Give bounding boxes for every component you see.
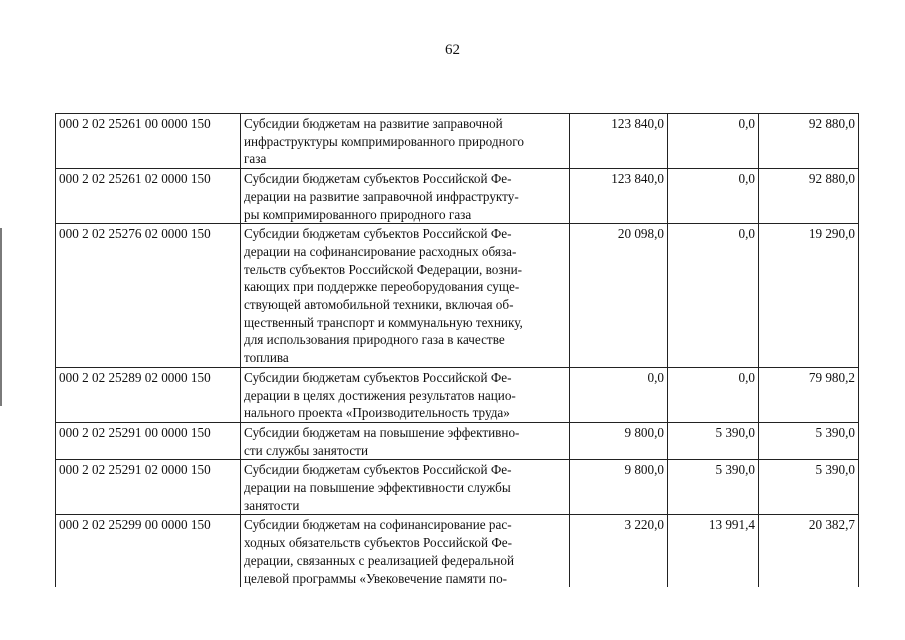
description-line: щественный транспорт и коммунальную технику, bbox=[244, 314, 523, 330]
description-line: ры компримированного природного газа bbox=[244, 206, 472, 222]
description-line: ходных обязательств субъектов Российской Фе- bbox=[244, 535, 512, 551]
description-line: Субсидии бюджетам субъектов Российской Фе- bbox=[244, 369, 512, 385]
table-row bbox=[56, 114, 859, 169]
table-row bbox=[56, 460, 859, 515]
description-line: дерации, связанных с реализацией федеральной bbox=[244, 552, 515, 568]
description-cell bbox=[241, 114, 570, 169]
description-cell bbox=[241, 422, 570, 459]
budget-code-cell: 000 2 02 25261 02 0000 150 bbox=[56, 169, 241, 224]
amount-year2-cell: 13 991,4 bbox=[668, 515, 759, 587]
budget-table bbox=[55, 113, 859, 587]
description-line: Субсидии бюджетам на развитие заправочной bbox=[244, 116, 503, 131]
description-line: дерации на развитие заправочной инфраструкту- bbox=[244, 188, 519, 204]
description-line: дерации на софинансирование расходных обяза- bbox=[244, 243, 517, 259]
description-line: целевой программы «Увековечение памяти по- bbox=[244, 570, 508, 586]
budget-code-cell: 000 2 02 25261 00 0000 150 bbox=[56, 114, 241, 169]
amount-year3-cell: 20 382,7 bbox=[759, 515, 859, 587]
amount-year3-cell: 19 290,0 bbox=[759, 224, 859, 368]
description-line: для использования природного газа в качестве bbox=[244, 332, 505, 348]
description-line: нального проекта «Производительность труда» bbox=[244, 405, 510, 421]
description-cell bbox=[241, 224, 570, 368]
amount-year1-cell: 20 098,0 bbox=[570, 224, 668, 368]
description-line: Субсидии бюджетам на софинансирование рас- bbox=[244, 517, 512, 533]
description-cell bbox=[241, 367, 570, 422]
description-line: газа bbox=[244, 151, 267, 167]
budget-code-cell: 000 2 02 25289 02 0000 150 bbox=[56, 367, 241, 422]
amount-year3-cell: 5 390,0 bbox=[759, 422, 859, 459]
budget-table-body bbox=[56, 114, 859, 588]
description-line: дерации на повышение эффективности службы bbox=[244, 480, 511, 496]
amount-year2-cell: 0,0 bbox=[668, 367, 759, 422]
description-cell bbox=[241, 460, 570, 515]
amount-year1-cell: 123 840,0 bbox=[570, 169, 668, 224]
description-line: Субсидии бюджетам субъектов Российской Фе- bbox=[244, 171, 512, 187]
description-line: инфраструктуры компримированного природного bbox=[244, 133, 524, 149]
budget-code-cell: 000 2 02 25291 02 0000 150 bbox=[56, 460, 241, 515]
amount-year1-cell: 123 840,0 bbox=[570, 114, 668, 169]
description-line: сти службы занятости bbox=[244, 442, 368, 458]
description-line: Субсидии бюджетам субъектов Российской Фе- bbox=[244, 226, 512, 242]
budget-code-cell: 000 2 02 25291 00 0000 150 bbox=[56, 422, 241, 459]
description-line: тельств субъектов Российской Федерации, возни- bbox=[244, 261, 523, 277]
amount-year3-cell: 92 880,0 bbox=[759, 169, 859, 224]
description-line: занятости bbox=[244, 497, 300, 513]
amount-year2-cell: 0,0 bbox=[668, 169, 759, 224]
amount-year3-cell: 79 980,2 bbox=[759, 367, 859, 422]
table-row bbox=[56, 224, 859, 368]
table-row bbox=[56, 169, 859, 224]
amount-year1-cell: 9 800,0 bbox=[570, 422, 668, 459]
amount-year3-cell: 5 390,0 bbox=[759, 460, 859, 515]
amount-year2-cell: 5 390,0 bbox=[668, 422, 759, 459]
amount-year1-cell: 0,0 bbox=[570, 367, 668, 422]
page-number: 62 bbox=[445, 42, 460, 58]
description-line: ствующей автомобильной техники, включая об- bbox=[244, 297, 514, 313]
description-line: Субсидии бюджетам субъектов Российской Фе- bbox=[244, 462, 512, 478]
table-row bbox=[56, 422, 859, 459]
description-line: топлива bbox=[244, 350, 289, 366]
budget-code-cell: 000 2 02 25276 02 0000 150 bbox=[56, 224, 241, 368]
description-cell bbox=[241, 515, 570, 587]
description-line: кающих при поддержке переоборудования суще- bbox=[244, 279, 520, 295]
description-line: Субсидии бюджетам на повышение эффективно- bbox=[244, 424, 520, 440]
description-line: дерации в целях достижения результатов нацио- bbox=[244, 387, 516, 403]
description-cell bbox=[241, 169, 570, 224]
amount-year1-cell: 3 220,0 bbox=[570, 515, 668, 587]
budget-code-cell: 000 2 02 25299 00 0000 150 bbox=[56, 515, 241, 587]
amount-year2-cell: 5 390,0 bbox=[668, 460, 759, 515]
amount-year2-cell: 0,0 bbox=[668, 114, 759, 169]
amount-year2-cell: 0,0 bbox=[668, 224, 759, 368]
scan-edge-line bbox=[0, 228, 2, 406]
table-row bbox=[56, 515, 859, 587]
amount-year1-cell: 9 800,0 bbox=[570, 460, 668, 515]
table-row bbox=[56, 367, 859, 422]
amount-year3-cell: 92 880,0 bbox=[759, 114, 859, 169]
